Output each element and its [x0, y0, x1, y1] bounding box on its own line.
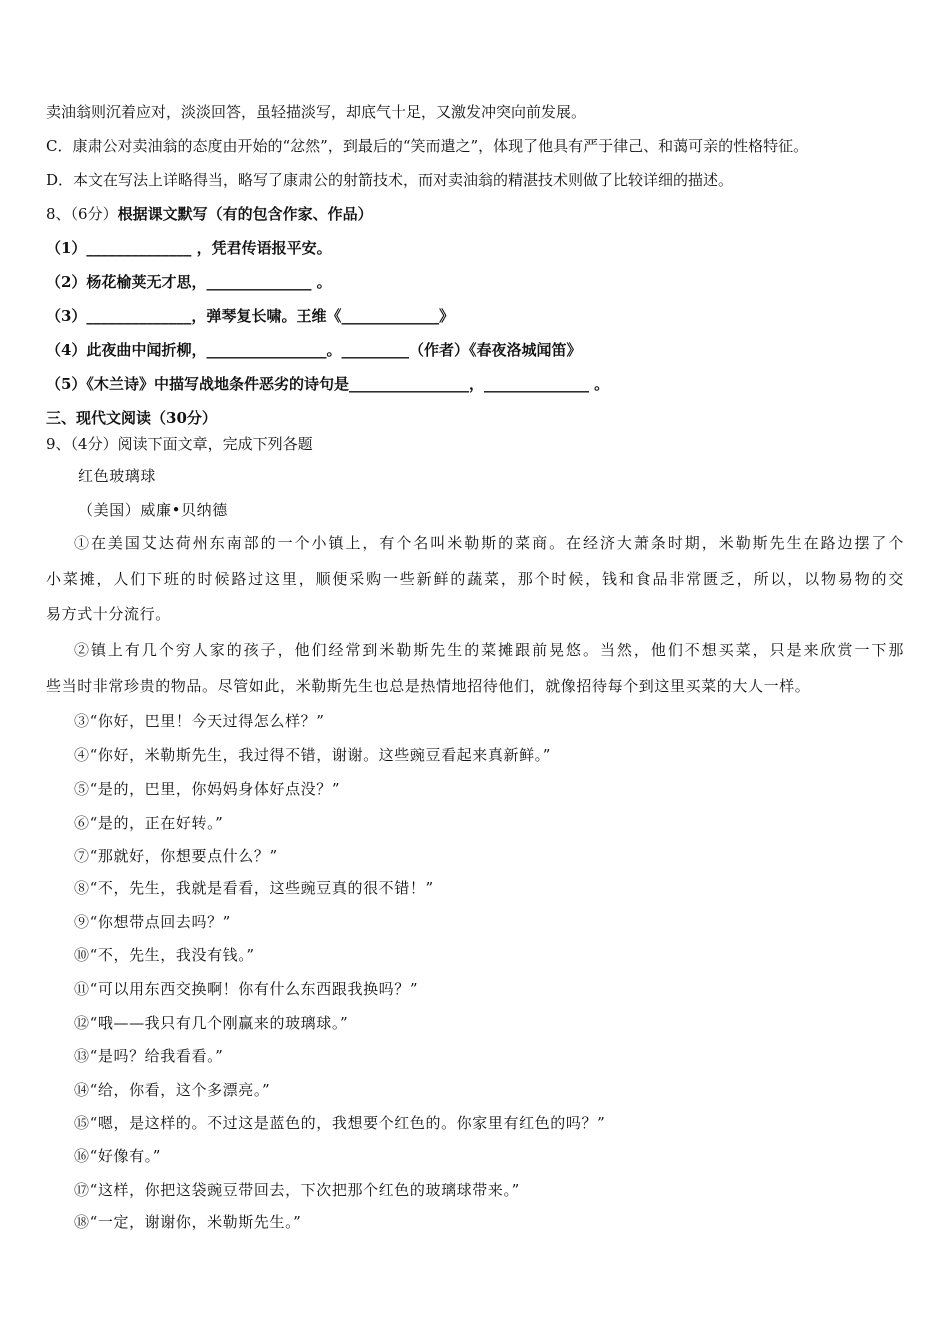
q8-item-5: （5）《木兰诗》中描写战地条件恶劣的诗句是________________，______________ 。: [46, 375, 610, 393]
dialogue-line: ⑥“是的，正在好转。”: [74, 814, 224, 832]
dialogue-line: ③“你好，巴里！今天过得怎么样？”: [74, 712, 325, 730]
dialogue-line: ⑨“你想带点回去吗？”: [74, 913, 231, 931]
q7-option-c: C．康肃公对卖油翁的态度由开始的“忿然”，到最后的“笑而遣之”，体现了他具有严于律己、和蔼可亲的性格特征。: [46, 137, 809, 155]
dialogue-line: ⑱“一定，谢谢你，米勒斯先生。”: [74, 1213, 302, 1231]
dialogue-line: ⑧“不，先生，我就是看看，这些豌豆真的很不错！”: [74, 879, 434, 897]
q8-instruction: 根据课文默写（有的包含作家、作品）: [117, 205, 373, 223]
q8-item-3: （3）______________，弹琴复长啸。王维《_____________》: [46, 307, 454, 325]
dialogue-line: ④“你好，米勒斯先生，我过得不错，谢谢。这些豌豆看起来真新鲜。”: [74, 746, 552, 764]
q7-option-d: D．本文在写法上详略得当，略写了康肃公的射箭技术，而对卖油翁的精湛技术则做了比较详细的描述。: [46, 171, 734, 189]
q8-item-4: （4）此夜曲中闻折柳，________________。_________（作者）《春夜洛城闻笛》: [46, 341, 582, 359]
para-2-line-2: 些当时非常珍贵的物品。尽管如此，米勒斯先生也总是热情地招待他们，就像招待每个到这里买菜的大人一样。: [46, 677, 811, 695]
dialogue-line: ⑯“好像有。”: [74, 1147, 162, 1165]
section-heading: 三、现代文阅读（30分）: [46, 409, 217, 427]
q7-option-b-tail: 卖油翁则沉着应对，淡淡回答，虽轻描淡写，却底气十足，又激发冲突向前发展。: [46, 103, 587, 121]
para-1-line-3: 易方式十分流行。: [46, 605, 171, 623]
dialogue-line: ⑭“给，你看，这个多漂亮。”: [74, 1081, 271, 1099]
dialogue-line: ⑰“这样，你把这袋豌豆带回去，下次把那个红色的玻璃球带来。”: [74, 1181, 520, 1199]
dialogue-line: ⑤“是的，巴里，你妈妈身体好点没？”: [74, 780, 341, 798]
q8-item-2: （2）杨花榆荚无才思，______________ 。: [46, 273, 332, 291]
q8-stem: [46, 204, 373, 224]
para-1-line-2: 小菜摊，人们下班的时候路过这里，顺便采购一些新鲜的蔬菜，那个时候，钱和食品非常匮乏，所以，以物易物的交: [46, 570, 904, 588]
q8-number: 8、（6分）: [46, 205, 118, 223]
article-title: 红色玻璃球: [78, 467, 157, 485]
article-author: （美国）威廉•贝纳德: [78, 501, 228, 519]
para-1-line-1: ①在美国艾达荷州东南部的一个小镇上，有个名叫米勒斯的菜商。在经济大萧条时期，米勒斯先生在路边摆了个: [74, 534, 904, 552]
dialogue-line: ⑩“不，先生，我没有钱。”: [74, 946, 255, 964]
q8-item-1: （1）______________ ，凭君传语报平安。: [46, 239, 332, 257]
q9-stem: 9、（4分）阅读下面文章，完成下列各题: [46, 435, 313, 453]
dialogue-line: ⑪“可以用东西交换啊！你有什么东西跟我换吗？”: [74, 980, 419, 998]
dialogue-line: ⑮“嗯，是这样的。不过这是蓝色的，我想要个红色的。你家里有红色的吗？”: [74, 1114, 606, 1132]
dialogue-line: ⑦“那就好，你想要点什么？”: [74, 847, 278, 865]
dialogue-line: ⑬“是吗？给我看看。”: [74, 1047, 224, 1065]
dialogue-line: ⑫“哦——我只有几个刚赢来的玻璃球。”: [74, 1014, 349, 1032]
para-2-line-1: ②镇上有几个穷人家的孩子，他们经常到米勒斯先生的菜摊跟前晃悠。当然，他们不想买菜，只是来欣赏一下那: [74, 641, 904, 659]
